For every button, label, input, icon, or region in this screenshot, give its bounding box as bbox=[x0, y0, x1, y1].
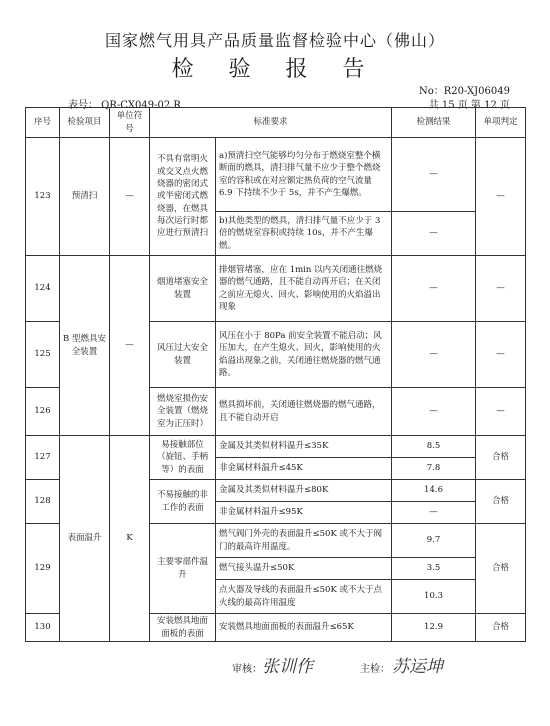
result: — bbox=[392, 256, 476, 322]
col-item: 检验项目 bbox=[60, 108, 110, 138]
unit-symbol: — bbox=[110, 138, 150, 256]
row-number: 127 bbox=[26, 436, 60, 480]
requirement: 点火器及导线的表面温升≤50K 或不大于点火线的最高许用温度 bbox=[216, 580, 392, 614]
org-name: 国家燃气用具产品质量监督检验中心（佛山） bbox=[104, 31, 445, 50]
condition: 安装燃具地面面板的表面 bbox=[150, 614, 216, 642]
requirement: 燃气阀门外壳的表面温升≤50K 或不大于阀门的最高许用温度。 bbox=[216, 524, 392, 558]
result: 9.7 bbox=[392, 524, 476, 558]
verdict: — bbox=[476, 388, 526, 436]
result: — bbox=[392, 138, 476, 212]
review-label: 审核： bbox=[232, 664, 262, 675]
row-number: 130 bbox=[26, 614, 60, 642]
result: 14.6 bbox=[392, 480, 476, 502]
result: — bbox=[392, 322, 476, 388]
result: — bbox=[392, 388, 476, 436]
requirement: 金属及其类似材料温升≤35K bbox=[216, 436, 392, 458]
result: 3.5 bbox=[392, 558, 476, 580]
unit-symbol: — bbox=[110, 256, 150, 436]
row-number: 129 bbox=[26, 524, 60, 614]
condition: 不易接触的非工作的表面 bbox=[150, 480, 216, 524]
item-name: B 型燃具安全装置 bbox=[60, 256, 110, 436]
requirement: 风压在小于 80Pa 前安全装置不能启动；风压加大，在产生熄火、回火，影响使用的火焰溢出现象之前，关闭通往燃烧器的燃气通路。 bbox=[216, 322, 392, 388]
row-number: 123 bbox=[26, 138, 60, 256]
col-result: 检测结果 bbox=[392, 108, 476, 138]
requirement: 非金属材料温升≤45K bbox=[216, 458, 392, 480]
result: 12.9 bbox=[392, 614, 476, 642]
col-requirement: 标准要求 bbox=[150, 108, 392, 138]
condition: 烟道堵塞安全装置 bbox=[150, 256, 216, 322]
page-indicator: 共 15 页 第 12 页 bbox=[428, 100, 510, 111]
table-row bbox=[26, 138, 526, 212]
condition: 不具有常明火或交叉点火燃烧器的密闭式或半密闭式燃烧器，在燃具每次运行时都应进行预清扫 bbox=[150, 138, 216, 256]
item-name: 表面温升 bbox=[60, 436, 110, 642]
unit-symbol: K bbox=[110, 436, 150, 642]
result: — bbox=[392, 502, 476, 524]
requirement: 非金属材料温升≤95K bbox=[216, 502, 392, 524]
verdict: — bbox=[476, 322, 526, 388]
inspection-table bbox=[25, 107, 526, 642]
requirement: 燃具损坏前，关闭通往燃烧器的燃气通路，且不能自动开启 bbox=[216, 388, 392, 436]
verdict: 合格 bbox=[476, 436, 526, 480]
report-title: 检 验 报 告 bbox=[171, 57, 379, 82]
condition: 主要零部件温升 bbox=[150, 524, 216, 614]
requirement: 燃气接头温升≤50K bbox=[216, 558, 392, 580]
row-number: 124 bbox=[26, 256, 60, 322]
item-name: 预清扫 bbox=[60, 138, 110, 256]
verdict: — bbox=[476, 256, 526, 322]
verdict: 合格 bbox=[476, 614, 526, 642]
result: — bbox=[392, 212, 476, 256]
report-number: No：R20-XJ06049 bbox=[419, 86, 510, 97]
result: 8.5 bbox=[392, 436, 476, 458]
verdict: 合格 bbox=[476, 524, 526, 614]
verdict: — bbox=[476, 138, 526, 256]
table-row bbox=[26, 436, 526, 458]
reviewer-signature: 张训作 bbox=[262, 657, 313, 677]
requirement: 金属及其类似材料温升≤80K bbox=[216, 480, 392, 502]
inspector-signature: 苏运坤 bbox=[392, 657, 443, 677]
condition: 风压过大安全装置 bbox=[150, 322, 216, 388]
row-number: 125 bbox=[26, 322, 60, 388]
inspector-label: 主检： bbox=[360, 664, 390, 675]
requirement: 安装燃具地面面板的表面温升≤65K bbox=[216, 614, 392, 642]
col-unit: 单位符号 bbox=[110, 108, 150, 138]
row-number: 128 bbox=[26, 480, 60, 524]
verdict: 合格 bbox=[476, 480, 526, 524]
table-row bbox=[26, 256, 526, 322]
col-verdict: 单项判定 bbox=[476, 108, 526, 138]
form-number: 表号： QR-CX049-02.R bbox=[68, 100, 181, 111]
table-header-row bbox=[26, 108, 526, 138]
requirement: b)其他类型的燃具，清扫排气量不应少于 3 倍的燃烧室容积或持续 10s，并不产生爆燃。 bbox=[216, 212, 392, 256]
condition: 燃烧室损伤安全装置（燃烧室为正压时） bbox=[150, 388, 216, 436]
result: 7.8 bbox=[392, 458, 476, 480]
condition: 易接触部位（旋钮、手柄等）的表面 bbox=[150, 436, 216, 480]
row-number: 126 bbox=[26, 388, 60, 436]
requirement: 排烟管堵塞，应在 1min 以内关闭通往燃烧器的燃气通路，且不能自动再开启；在关闭之前应无熄火、回火、影响使用的火焰溢出现象 bbox=[216, 256, 392, 322]
result: 10.3 bbox=[392, 580, 476, 614]
requirement: a)预清扫空气能够均匀分布于燃烧室整个横断面的燃具，清扫排气量不应少于整个燃烧室的容积或在对应额定热负荷的空气流量 6.9 下持续不少于 5s，并不产生爆燃。 bbox=[216, 138, 392, 212]
col-seq: 序号 bbox=[26, 108, 60, 138]
